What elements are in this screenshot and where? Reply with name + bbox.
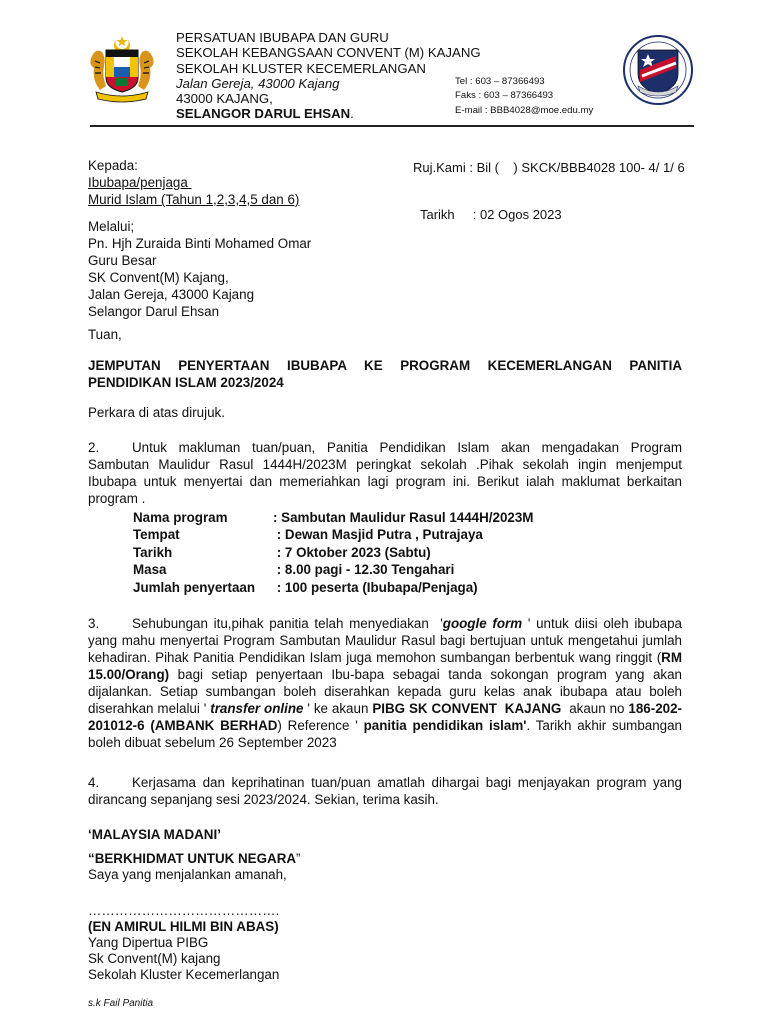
program-info-value: : 8.00 pagi - 12.30 Tengahari bbox=[273, 562, 455, 578]
program-info-row bbox=[133, 509, 533, 526]
program-info-row bbox=[133, 579, 533, 596]
signatory-title-1: Yang Dipertua PIBG bbox=[88, 935, 209, 950]
program-info-label: Masa bbox=[133, 562, 167, 578]
paragraph-4-text: Kerjasama dan keprihatinan tuan/puan amatlah dihargai bagi menjayakan program yang dirancang sepanjang sesi 2023/2024. Sekian, terima kasih. bbox=[88, 775, 682, 807]
program-info-value: : Dewan Masjid Putra , Putrajaya bbox=[273, 527, 483, 543]
reference-number: Ruj.Kami : Bil ( ) SKCK/BBB4028 100- 4/ 1/ 6 bbox=[413, 160, 685, 175]
via-label: Melalui; bbox=[88, 219, 135, 234]
program-info-label: Nama program bbox=[133, 510, 228, 525]
paragraph-2 bbox=[88, 439, 682, 507]
association-name: PERSATUAN IBUBAPA DAN GURU bbox=[176, 30, 389, 45]
recipient-line-2: Murid Islam (Tahun 1,2,3,4,5 dan 6) bbox=[88, 192, 300, 207]
school-crest-icon bbox=[622, 34, 694, 106]
school-category: SEKOLAH KLUSTER KECEMERLANGAN bbox=[176, 60, 426, 76]
letter-date: Tarikh : 02 Ogos 2023 bbox=[413, 206, 562, 222]
program-info-label: Tarikh bbox=[133, 544, 173, 560]
letterhead-divider bbox=[90, 125, 694, 127]
paragraph-1: Perkara di atas dirujuk. bbox=[88, 405, 225, 420]
program-info-value: : Sambutan Maulidur Rasul 1444H/2023M bbox=[273, 510, 534, 525]
school-name: SEKOLAH KEBANGSAAN CONVENT (M) KAJANG bbox=[176, 45, 481, 61]
program-info-row bbox=[133, 526, 533, 543]
paragraph-4 bbox=[88, 774, 682, 808]
via-line-3: SK Convent(M) Kajang, bbox=[88, 270, 229, 285]
paragraph-2-number: 2. bbox=[88, 440, 100, 455]
program-info-value: : 100 peserta (Ibubapa/Penjaga) bbox=[273, 579, 478, 595]
transfer-online-text: transfer online bbox=[210, 701, 304, 716]
telephone: Tel : 603 – 87366493 bbox=[455, 76, 545, 87]
paragraph-3 bbox=[88, 615, 682, 751]
program-info-value: : 7 Oktober 2023 (Sabtu) bbox=[273, 544, 431, 560]
google-form-text: google form bbox=[442, 616, 523, 631]
via-line-1: Pn. Hjh Zuraida Binti Mohamed Omar bbox=[88, 236, 312, 251]
signatory-name: (EN AMIRUL HILMI BIN ABAS) bbox=[88, 919, 279, 934]
address-line-3 bbox=[176, 106, 481, 121]
program-info-label: Tempat bbox=[133, 527, 180, 543]
state-suffix: . bbox=[350, 106, 354, 122]
payment-reference: panitia pendidikan islam' bbox=[363, 718, 527, 733]
program-info-table bbox=[133, 509, 533, 596]
recipient-label: Kepada: bbox=[88, 158, 138, 173]
program-info-row bbox=[133, 561, 533, 578]
fax: Faks : 603 – 87366493 bbox=[455, 90, 554, 102]
paragraph-3-text: . Tarikh akhir sumbangan boleh dibuat sebelum 26 September 2023 bbox=[88, 718, 683, 750]
carbon-copy: s.k Fail Panitia bbox=[88, 998, 154, 1009]
slogan-berkhidmat-close: ” bbox=[296, 851, 301, 866]
amanah-line: Saya yang menjalankan amanah, bbox=[88, 867, 287, 882]
salutation: Tuan, bbox=[88, 327, 122, 342]
account-number: 186-202-201012-6 (AMBANK BERHAD bbox=[88, 701, 683, 733]
recipient-line-1: Ibubapa/penjaga bbox=[88, 175, 192, 190]
state-name: SELANGOR DARUL EHSAN bbox=[176, 106, 351, 122]
paragraph-3-text: ' ke akaun bbox=[303, 701, 373, 716]
signatory-title-3: Sekolah Kluster Kecemerlangan bbox=[88, 967, 280, 982]
paragraph-3-text: bagi setiap penyertaan Ibu-bapa sebagai tanda sokongan program yang akan dijalankan. Setiap sumbangan boleh diserahkan kepada guru kelas anak ibubapa atau boleh diserahkan melalui ' bbox=[88, 667, 682, 716]
malaysia-coat-of-arms-icon bbox=[86, 34, 158, 104]
signatory-title-2: Sk Convent(M) kajang bbox=[88, 951, 221, 966]
address-line-2: 43000 KAJANG, bbox=[176, 91, 273, 107]
account-name: PIBG SK CONVENT KAJANG bbox=[372, 701, 562, 716]
paragraph-3-text: Sehubungan itu,pihak panitia telah menyediakan ' bbox=[132, 616, 443, 631]
slogan-berkhidmat bbox=[88, 850, 682, 867]
address-line-1: Jalan Gereja, 43000 Kajang bbox=[176, 75, 340, 91]
contribution-amount: RM 15.00/Orang) bbox=[88, 650, 682, 682]
letterhead bbox=[176, 30, 481, 122]
contact-info bbox=[455, 75, 593, 118]
email: E-mail : BBB4028@moe.edu.my bbox=[455, 104, 594, 116]
paragraph-3-text: ' untuk diisi oleh ibubapa yang mahu menyertai Program Sambutan Maulidur Rasul bagi bertujuan untuk mengetahui jumlah kehadiran. Pihak Panitia Pendidikan Islam juga memohon sumbangan berbentuk wang ringgit ( bbox=[88, 616, 682, 665]
letter-subject: JEMPUTAN PENYERTAAN IBUBAPA KE PROGRAM KECEMERLANGAN PANITIA PENDIDIKAN ISLAM 2023/2024 bbox=[88, 358, 682, 390]
paragraph-2-text: Untuk makluman tuan/puan, Panitia Pendidikan Islam akan mengadakan Program Sambutan Maulidur Rasul 1444H/2023M peringkat sekolah .Pihak sekolah ingin menjemput Ibubapa untuk menyertai dan memeriahkan lagi program ini. Berikut ialah maklumat berkaitan program . bbox=[88, 440, 682, 506]
paragraph-3-text: akaun no bbox=[561, 701, 629, 716]
signature-line: ……………………………………. bbox=[88, 903, 280, 918]
via-line-4: Jalan Gereja, 43000 Kajang bbox=[88, 287, 255, 302]
via-line-5: Selangor Darul Ehsan bbox=[88, 304, 220, 319]
paragraph-3-text: ) Reference ' bbox=[277, 718, 364, 733]
paragraph-3-number: 3. bbox=[88, 616, 100, 631]
recipient-block bbox=[88, 157, 682, 208]
program-info-row bbox=[133, 544, 533, 561]
program-info-label: Jumlah penyertaan bbox=[133, 579, 256, 595]
via-line-2: Guru Besar bbox=[88, 253, 157, 268]
slogan-malaysia-madani: ‘MALAYSIA MADANI’ bbox=[88, 827, 221, 842]
paragraph-4-number: 4. bbox=[88, 775, 100, 790]
slogan-berkhidmat-text: “BERKHIDMAT UNTUK NEGARA bbox=[88, 851, 297, 866]
via-block bbox=[88, 218, 682, 320]
